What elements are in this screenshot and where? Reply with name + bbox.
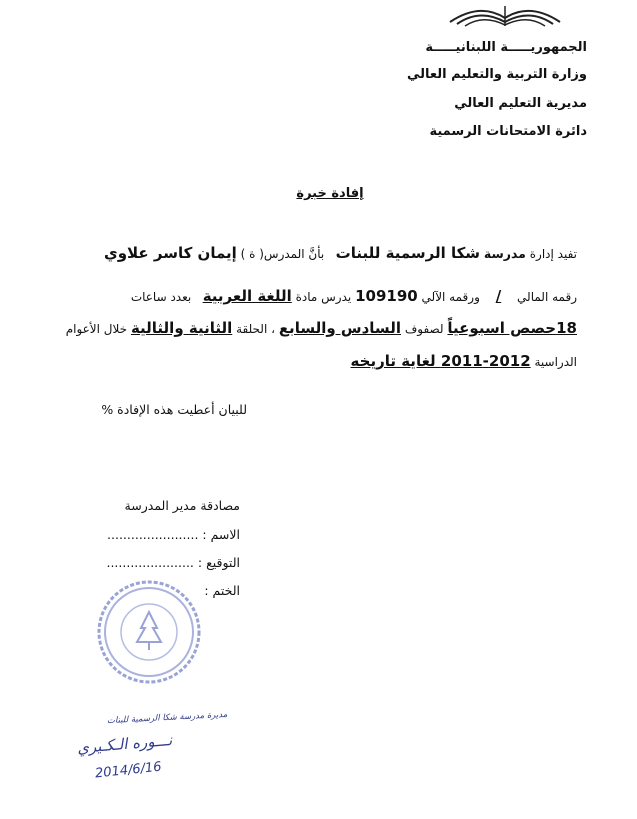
body-line-4 (351, 352, 577, 370)
statement: للبيان أعطيت هذه الإفادة % (101, 402, 247, 417)
text-fragment: رقمه المالي (517, 290, 577, 304)
school-seal-icon (95, 578, 203, 686)
text-fragment: لصفوف (404, 322, 444, 336)
handwritten-date: 2014/6/16 (94, 759, 163, 782)
text-fragment: يدرس مادة (295, 290, 352, 304)
page-title: إفادة خبرة (296, 186, 364, 201)
text-fragment: ، الحلقة (236, 322, 275, 336)
body-line-1 (104, 244, 577, 262)
header-republic: الجمهوريـــــة اللبنانيـــــة (425, 40, 587, 55)
name-dots: ....................... (107, 527, 199, 542)
teacher-name: إيمان كاسر علاوي (103, 244, 237, 262)
text-fragment: بأنَّ المدرس( ة ) (240, 247, 325, 261)
signature-dots: ...................... (106, 555, 194, 570)
name-field (107, 527, 240, 542)
seal-field (204, 583, 240, 598)
computer-number: 109190 (355, 287, 418, 305)
name-label: الاسم : (202, 527, 240, 542)
body-line-3 (66, 319, 577, 337)
text-fragment: خلال الأعوام (65, 322, 128, 336)
signature-field (106, 555, 240, 570)
text-fragment: مدرسة (483, 246, 526, 261)
body-line-2 (131, 287, 577, 305)
header-directorate: مديرية التعليم العالي (454, 96, 587, 111)
subject-name: اللغة العربية (202, 287, 292, 305)
grades: السادس والسابع (278, 319, 401, 337)
academic-years: 2012-2011 لغاية تاريخه (350, 352, 531, 370)
seal-label: الختم : (204, 583, 240, 598)
director-signature: نـــوره الـكـيري (76, 730, 173, 758)
approval-heading: مصادقة مدير المدرسة (124, 498, 240, 513)
text-fragment: بعدد ساعات (130, 290, 192, 304)
stamp-text: مديرة مدرسة شكا الرسمية للبنات (106, 709, 228, 727)
ministry-logo-icon (445, 0, 565, 28)
school-name: شكا الرسمية للبنات (335, 244, 481, 262)
text-fragment: ورقمه الآلي (421, 290, 480, 304)
weekly-hours: 18حصص اسبوعياً (447, 319, 577, 337)
header-ministry: وزارة التربية والتعليم العالي (406, 67, 587, 82)
school-cycle: الثانية والثالية (130, 319, 233, 337)
text-fragment: الدراسية (534, 355, 577, 369)
header-department: دائرة الامتحانات الرسمية (429, 124, 587, 139)
signature-label: التوقيع : (197, 555, 240, 570)
financial-number: / (495, 287, 502, 305)
text-fragment: تفيد إدارة (529, 247, 577, 261)
